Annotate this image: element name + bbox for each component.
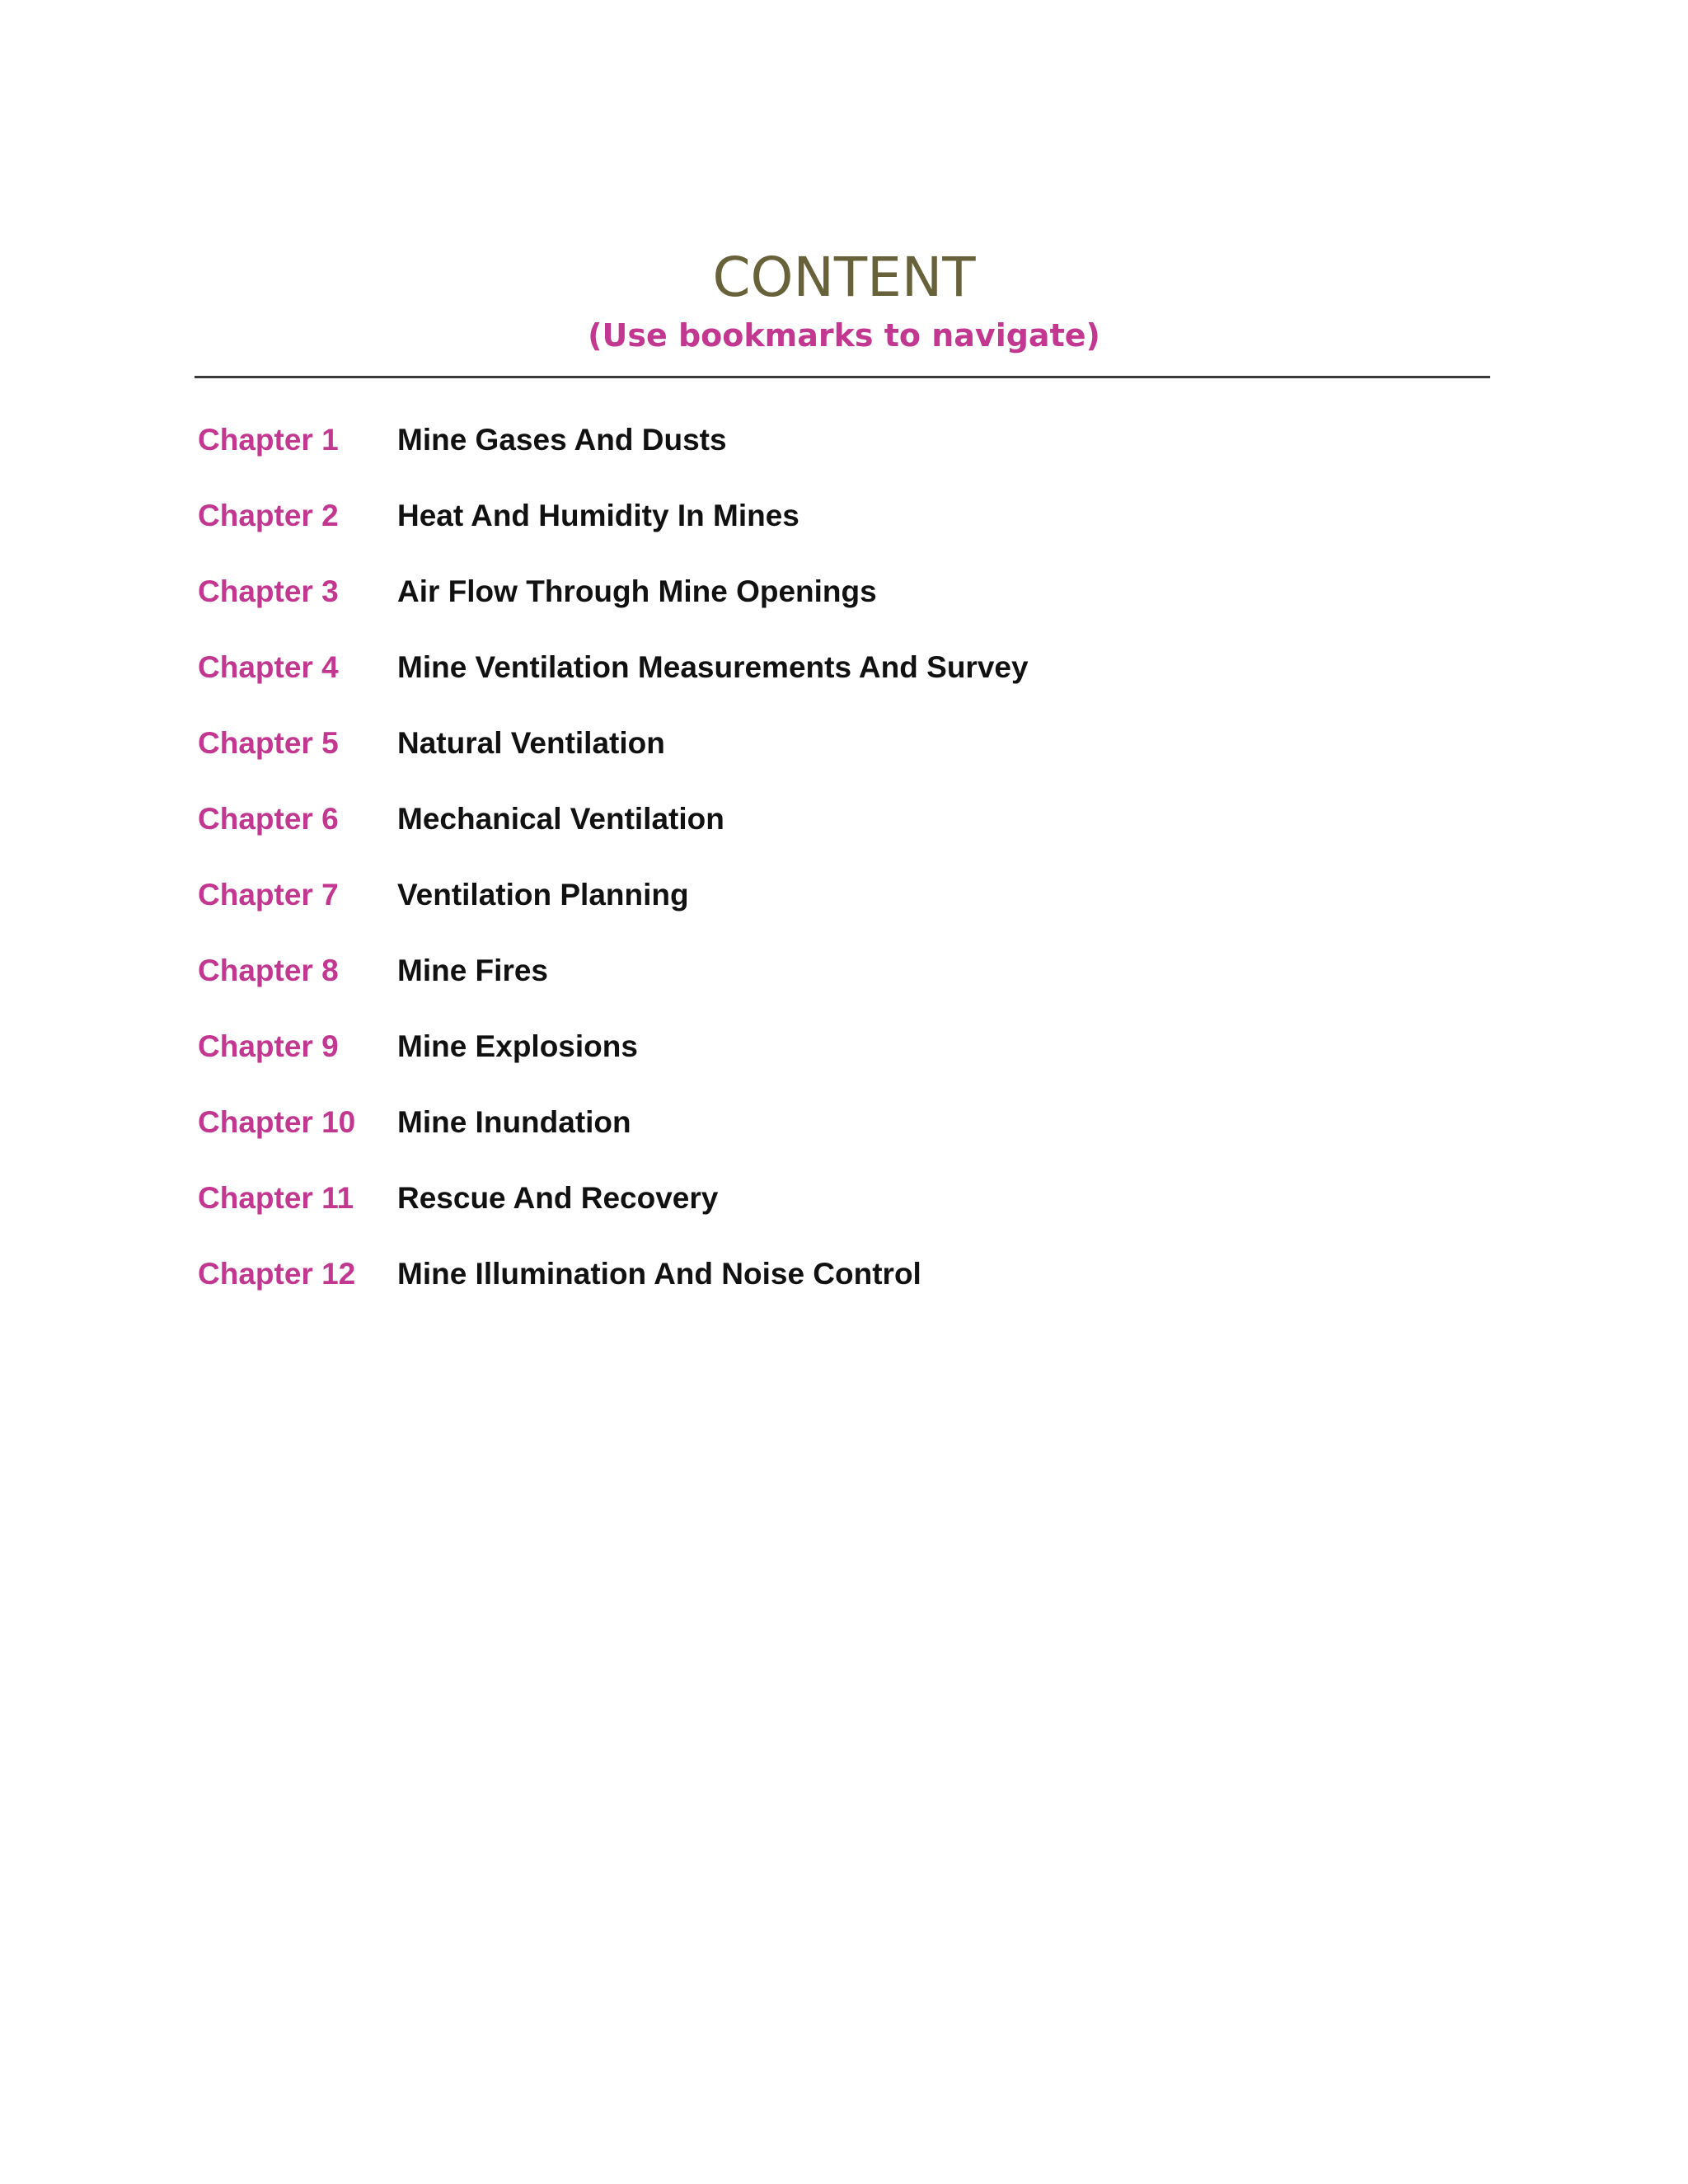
chapter-number: Chapter 3 xyxy=(198,574,339,608)
toc-entry-chapter-3[interactable] xyxy=(198,554,1484,630)
page-title: CONTENT xyxy=(712,246,976,309)
chapter-number: Chapter 5 xyxy=(198,726,339,760)
chapter-title: Mine Illumination And Noise Control xyxy=(397,1257,921,1291)
toc-entry-chapter-7[interactable] xyxy=(198,857,1484,933)
chapter-title: Rescue And Recovery xyxy=(397,1181,719,1215)
toc-entry-chapter-12[interactable] xyxy=(198,1236,1484,1312)
chapter-number: Chapter 11 xyxy=(198,1181,354,1215)
toc-entry-chapter-10[interactable] xyxy=(198,1085,1484,1160)
chapter-title: Air Flow Through Mine Openings xyxy=(397,574,877,608)
table-of-contents xyxy=(198,402,1484,1312)
chapter-title: Ventilation Planning xyxy=(397,878,689,912)
toc-entry-chapter-9[interactable] xyxy=(198,1009,1484,1085)
toc-entry-chapter-8[interactable] xyxy=(198,933,1484,1009)
chapter-title: Mine Gases And Dusts xyxy=(397,423,727,457)
chapter-number: Chapter 4 xyxy=(198,650,339,684)
toc-entry-chapter-1[interactable] xyxy=(198,402,1484,478)
toc-entry-chapter-2[interactable] xyxy=(198,478,1484,554)
chapter-number: Chapter 9 xyxy=(198,1029,339,1063)
page-subtitle: (Use bookmarks to navigate) xyxy=(588,317,1100,354)
chapter-title: Mine Explosions xyxy=(397,1029,638,1063)
chapter-title: Mine Ventilation Measurements And Survey xyxy=(397,650,1029,684)
toc-entry-chapter-4[interactable] xyxy=(198,630,1484,705)
chapter-title: Mine Fires xyxy=(397,954,548,987)
chapter-number: Chapter 8 xyxy=(198,954,339,987)
chapter-number: Chapter 1 xyxy=(198,423,339,457)
toc-entry-chapter-6[interactable] xyxy=(198,781,1484,857)
chapter-title: Natural Ventilation xyxy=(397,726,665,760)
chapter-title: Mine Inundation xyxy=(397,1105,631,1139)
chapter-number: Chapter 12 xyxy=(198,1257,356,1291)
chapter-number: Chapter 2 xyxy=(198,499,339,532)
chapter-title: Heat And Humidity In Mines xyxy=(397,499,799,532)
toc-entry-chapter-5[interactable] xyxy=(198,705,1484,781)
chapter-number: Chapter 7 xyxy=(198,878,339,912)
chapter-title: Mechanical Ventilation xyxy=(397,802,724,836)
toc-entry-chapter-11[interactable] xyxy=(198,1160,1484,1236)
header-divider xyxy=(195,376,1490,378)
chapter-number: Chapter 6 xyxy=(198,802,339,836)
chapter-number: Chapter 10 xyxy=(198,1105,356,1139)
